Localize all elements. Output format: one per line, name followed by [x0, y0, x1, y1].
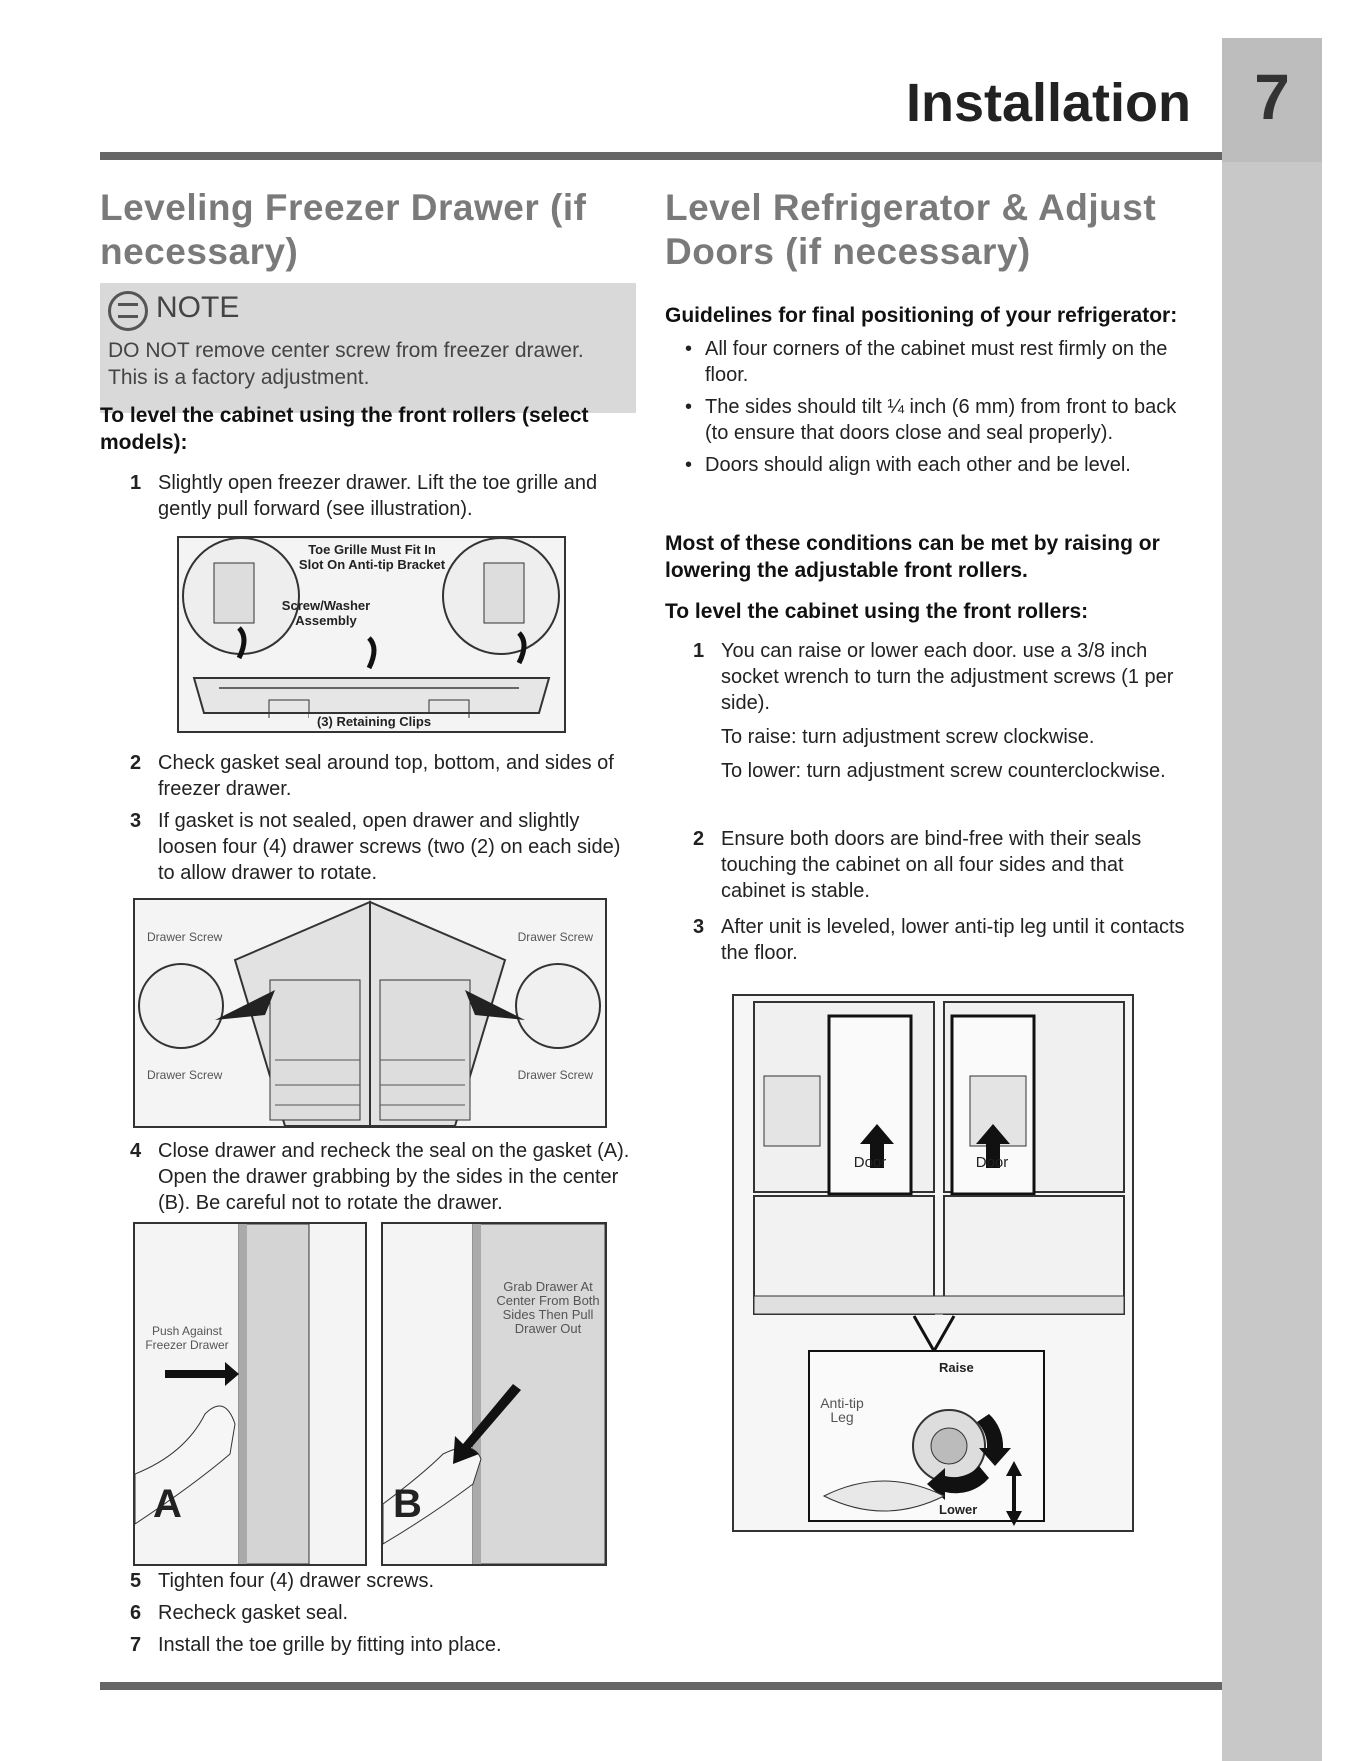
drawer-screw-label-tr: Drawer Screw — [517, 930, 593, 944]
refrigerator-leveling-drawing — [734, 996, 1132, 1530]
screw-washer-label: Screw/Washer Assembly — [281, 598, 371, 628]
door-label-right: Door — [975, 1154, 1009, 1171]
step-number: 1 — [693, 640, 705, 662]
retaining-clips-label: (3) Retaining Clips — [309, 714, 439, 729]
step-text: Recheck gasket seal. — [158, 1602, 349, 1624]
step-number: 6 — [130, 1602, 142, 1624]
step-number: 1 — [130, 472, 142, 494]
grab-label: Grab Drawer At Center From Both Sides Then Pull Drawer Out — [496, 1279, 600, 1336]
guideline-bullet-3: • Doors should align with each other and be level. — [665, 452, 1195, 478]
step-text: If gasket is not sealed, open drawer and slightly loosen four (4) drawer screws (two (2) on each side) to allow drawer to rotate. — [158, 810, 621, 884]
lower-instruction: To lower: turn adjustment screw counterclockwise. — [721, 760, 1166, 782]
step-number: 2 — [693, 828, 705, 850]
right-step-3 — [693, 914, 1193, 966]
left-step-7 — [130, 1632, 640, 1658]
page-edge-strip — [1222, 38, 1322, 1761]
step-number: 2 — [130, 752, 142, 774]
step-number: 7 — [130, 1634, 142, 1656]
left-section-heading: Leveling Freezer Drawer (if necessary) — [100, 187, 587, 272]
pull-drawer-illustration — [381, 1222, 607, 1566]
step-number: 5 — [130, 1570, 142, 1592]
push-drawer-illustration — [133, 1222, 367, 1566]
raise-instruction: To raise: turn adjustment screw clockwise. — [721, 726, 1095, 748]
right-step-1 — [693, 638, 1193, 784]
left-step-3 — [130, 808, 640, 886]
door-label-left: Door — [853, 1154, 887, 1171]
fig-label-b: B — [393, 1482, 422, 1526]
step-text: After unit is leveled, lower anti-tip leg until it contacts the floor. — [721, 916, 1185, 964]
step-text: Tighten four (4) drawer screws. — [158, 1570, 435, 1592]
raise-label: Raise — [939, 1360, 974, 1375]
step-number: 3 — [693, 916, 705, 938]
note-text: DO NOT remove center screw from freezer drawer. This is a factory adjustment. — [108, 339, 584, 389]
left-step-2 — [130, 750, 640, 802]
toe-grille-label: Toe Grille Must Fit In Slot On Anti-tip Bracket — [298, 542, 446, 572]
toe-grille-illustration — [177, 536, 566, 733]
left-step-5 — [130, 1568, 640, 1594]
drawer-screw-label-bl: Drawer Screw — [147, 1068, 223, 1082]
guideline-bullet-2: • The sides should tilt ¼ inch (6 mm) from front to back (to ensure that doors close and seal properly). — [665, 394, 1195, 446]
note-box — [100, 283, 636, 413]
step-text: Close drawer and recheck the seal on the gasket (A). Open the drawer grabbing by the sides in the center (B). Be careful not to rotate the drawer. — [158, 1140, 630, 1214]
guidelines-head: Guidelines for final positioning of your refrigerator: — [665, 304, 1178, 327]
step-text: You can raise or lower each door. use a 3/8 inch socket wrench to turn the adjustment screws (1 per side). — [721, 640, 1174, 714]
right-section-title — [665, 186, 1185, 274]
header-title: Installation — [905, 73, 1191, 133]
page-number: 7 — [1254, 61, 1290, 133]
step-text: Check gasket seal around top, bottom, and sides of freezer drawer. — [158, 752, 614, 800]
guidelines-list — [665, 336, 1195, 478]
left-step-6 — [130, 1600, 640, 1626]
step-number: 3 — [130, 810, 142, 832]
note-title: NOTE — [156, 291, 240, 324]
lower-label: Lower — [939, 1502, 978, 1517]
right-step-2 — [693, 826, 1193, 904]
anti-tip-leg-label: Anti-tip Leg — [820, 1395, 864, 1425]
left-subhead: To level the cabinet using the front rollers (select models): — [100, 404, 589, 454]
drawer-screw-label-br: Drawer Screw — [517, 1068, 593, 1082]
guideline-bullet-1: • All four corners of the cabinet must rest firmly on the floor. — [665, 336, 1195, 388]
left-step-4 — [130, 1138, 640, 1216]
note-icon — [108, 291, 148, 331]
header-rule — [100, 152, 1222, 160]
push-label: Push Against Freezer Drawer — [145, 1324, 229, 1352]
drawer-screw-label-tl: Drawer Screw — [147, 930, 223, 944]
refrigerator-leveling-illustration — [732, 994, 1134, 1532]
step-text: Ensure both doors are bind-free with their seals touching the cabinet on all four sides and that cabinet is stable. — [721, 828, 1142, 902]
right-subhead: To level the cabinet using the front rollers: — [665, 600, 1089, 623]
right-section-heading: Level Refrigerator & Adjust Doors (if necessary) — [665, 187, 1157, 272]
left-step-1 — [130, 470, 640, 522]
left-section-title — [100, 186, 640, 274]
conditions-text: Most of these conditions can be met by raising or lowering the adjustable front rollers. — [665, 532, 1160, 582]
drawer-screws-illustration — [133, 898, 607, 1128]
step-text: Slightly open freezer drawer. Lift the toe grille and gently pull forward (see illustration). — [158, 472, 598, 520]
step-number: 4 — [130, 1140, 142, 1162]
step-text: Install the toe grille by fitting into place. — [158, 1634, 502, 1656]
footer-rule — [100, 1682, 1222, 1690]
fig-label-a: A — [153, 1482, 182, 1526]
